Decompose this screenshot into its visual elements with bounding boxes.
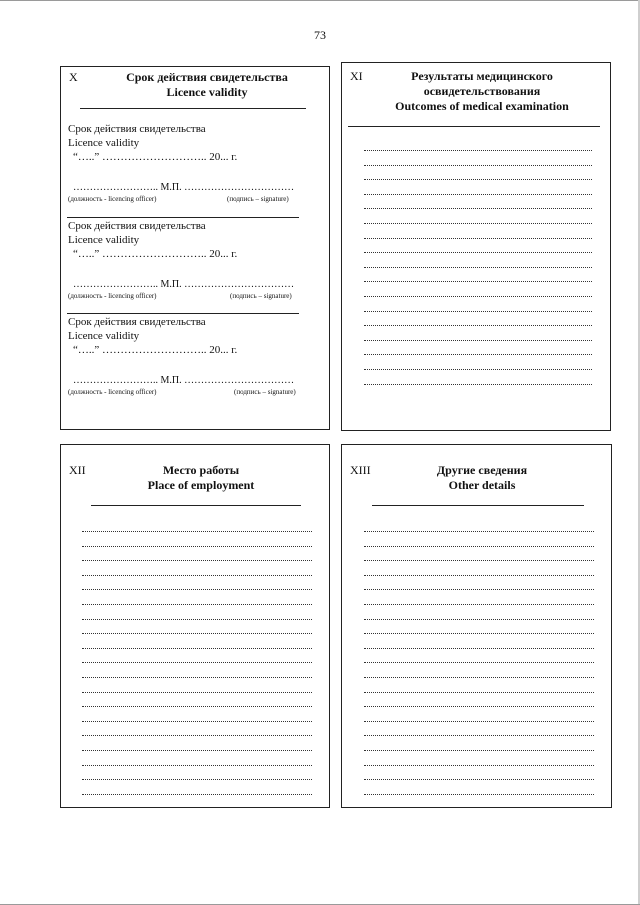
section-xi-title-rule: [348, 126, 600, 127]
validity-entry-1-signature-caption: (подпись – signature): [227, 195, 289, 203]
section-xii-blank-line-1[interactable]: [82, 531, 312, 532]
section-xii-blank-line-19[interactable]: [82, 794, 312, 795]
section-xi-blank-line-15[interactable]: [364, 354, 592, 355]
section-xiii-blank-line-15[interactable]: [364, 735, 594, 736]
section-xi-number: XI: [350, 69, 363, 83]
validity-entry-3-date-field[interactable]: “…..” ……………………….. 20... г.: [73, 344, 238, 356]
section-xiii-blank-line-11[interactable]: [364, 677, 594, 678]
section-xii-blank-line-8[interactable]: [82, 633, 312, 634]
validity-entry-2-date-field[interactable]: “…..” ……………………….. 20... г.: [73, 248, 238, 260]
section-xi-blank-line-16[interactable]: [364, 369, 592, 370]
validity-entry-1-label-en: Licence validity: [68, 137, 140, 149]
section-xii-number: XII: [69, 463, 86, 477]
section-xi-blank-line-2[interactable]: [364, 165, 592, 166]
section-xii-blank-line-16[interactable]: [82, 750, 312, 751]
section-xi-blank-line-1[interactable]: [364, 150, 592, 151]
section-xiii-blank-line-8[interactable]: [364, 633, 594, 634]
section-xii-blank-line-10[interactable]: [82, 662, 312, 663]
validity-entry-1-divider: [67, 217, 299, 218]
section-xii-blank-line-2[interactable]: [82, 546, 312, 547]
section-xiii-blank-line-9[interactable]: [364, 648, 594, 649]
section-xiii-blank-line-12[interactable]: [364, 692, 594, 693]
validity-entry-1-label-ru: Срок действия свидетельства: [68, 123, 206, 135]
section-xiii-blank-line-14[interactable]: [364, 721, 594, 722]
section-x-number: X: [69, 70, 78, 84]
validity-entry-3-label-ru: Срок действия свидетельства: [68, 316, 206, 328]
section-xii-blank-line-6[interactable]: [82, 604, 312, 605]
validity-entry-3-stamp-signature-field[interactable]: …………………….. М.П. ……………………………: [73, 375, 295, 386]
section-xii-blank-line-12[interactable]: [82, 692, 312, 693]
section-xii-blank-line-18[interactable]: [82, 779, 312, 780]
section-xi-blank-line-10[interactable]: [364, 281, 592, 282]
section-xii-blank-line-7[interactable]: [82, 619, 312, 620]
section-xi-blank-line-9[interactable]: [364, 267, 592, 268]
section-xiii-title-rule: [372, 505, 584, 506]
section-xii-blank-line-15[interactable]: [82, 735, 312, 736]
section-xiii-blank-line-17[interactable]: [364, 765, 594, 766]
validity-entry-3-label-en: Licence validity: [68, 330, 140, 342]
validity-entry-1-stamp-signature-field[interactable]: …………………….. М.П. ……………………………: [73, 182, 295, 193]
section-xiii-other-details: [341, 444, 612, 808]
section-xii-blank-line-4[interactable]: [82, 575, 312, 576]
section-xi-title-ru-line2: освидетельствования: [423, 84, 541, 98]
validity-entry-3-officer-caption: (должность - licencing officer): [68, 388, 157, 396]
section-xii-blank-line-3[interactable]: [82, 560, 312, 561]
page-top-edge: [0, 0, 640, 1]
section-xi-title-en: Outcomes of medical examination: [395, 99, 569, 113]
section-xii-blank-line-14[interactable]: [82, 721, 312, 722]
section-x-title-rule: [80, 108, 306, 109]
section-xiii-blank-line-4[interactable]: [364, 575, 594, 576]
validity-entry-1-officer-caption: (должность - licencing officer): [68, 195, 157, 203]
section-x-licence-validity: [60, 66, 330, 430]
section-xiii-blank-line-13[interactable]: [364, 706, 594, 707]
section-xii-blank-line-13[interactable]: [82, 706, 312, 707]
validity-entry-2-stamp-signature-field[interactable]: …………………….. М.П. ……………………………: [73, 279, 295, 290]
section-xi-blank-line-3[interactable]: [364, 179, 592, 180]
section-xi-blank-line-4[interactable]: [364, 194, 592, 195]
section-xii-blank-line-9[interactable]: [82, 648, 312, 649]
section-xi-blank-line-8[interactable]: [364, 252, 592, 253]
section-xiii-title-ru: Другие сведения: [436, 463, 528, 477]
section-xiii-blank-line-5[interactable]: [364, 589, 594, 590]
section-x-title-en: Licence validity: [166, 85, 248, 99]
validity-entry-2-signature-caption: (подпись – signature): [230, 292, 292, 300]
validity-entry-2-label-ru: Срок действия свидетельства: [68, 220, 206, 232]
section-xiii-blank-line-7[interactable]: [364, 619, 594, 620]
section-xiii-blank-line-3[interactable]: [364, 560, 594, 561]
section-xi-medical-examination: [341, 62, 611, 431]
section-xi-blank-line-11[interactable]: [364, 296, 592, 297]
section-xiii-title-en: Other details: [448, 478, 516, 492]
section-xii-blank-line-5[interactable]: [82, 589, 312, 590]
section-xiii-blank-line-6[interactable]: [364, 604, 594, 605]
section-xiii-blank-line-10[interactable]: [364, 662, 594, 663]
validity-entry-2-label-en: Licence validity: [68, 234, 140, 246]
section-xi-blank-line-14[interactable]: [364, 340, 592, 341]
section-xii-title-rule: [91, 505, 301, 506]
section-xii-title-ru: Место работы: [162, 463, 240, 477]
validity-entry-1-date-field[interactable]: “…..” ……………………….. 20... г.: [73, 151, 238, 163]
section-xi-blank-line-7[interactable]: [364, 238, 592, 239]
section-xii-place-of-employment: [60, 444, 330, 808]
section-xii-title-en: Place of employment: [147, 478, 255, 492]
section-xiii-blank-line-2[interactable]: [364, 546, 594, 547]
section-xiii-blank-line-18[interactable]: [364, 779, 594, 780]
page-number: 73: [314, 28, 326, 42]
section-xii-blank-line-17[interactable]: [82, 765, 312, 766]
section-xi-title-ru-line1: Результаты медицинского: [411, 69, 553, 83]
validity-entry-2-officer-caption: (должность - licencing officer): [68, 292, 157, 300]
section-xiii-blank-line-19[interactable]: [364, 794, 594, 795]
section-xiii-blank-line-16[interactable]: [364, 750, 594, 751]
section-x-title-ru: Срок действия свидетельства: [126, 70, 288, 84]
section-xiii-blank-line-1[interactable]: [364, 531, 594, 532]
section-xi-blank-line-13[interactable]: [364, 325, 592, 326]
section-xi-blank-line-6[interactable]: [364, 223, 592, 224]
section-xi-blank-line-12[interactable]: [364, 311, 592, 312]
validity-entry-3-signature-caption: (подпись – signature): [234, 388, 296, 396]
section-xi-blank-line-17[interactable]: [364, 384, 592, 385]
section-xi-blank-line-5[interactable]: [364, 208, 592, 209]
validity-entry-2-divider: [67, 313, 299, 314]
section-xiii-number: XIII: [350, 463, 371, 477]
section-xii-blank-line-11[interactable]: [82, 677, 312, 678]
